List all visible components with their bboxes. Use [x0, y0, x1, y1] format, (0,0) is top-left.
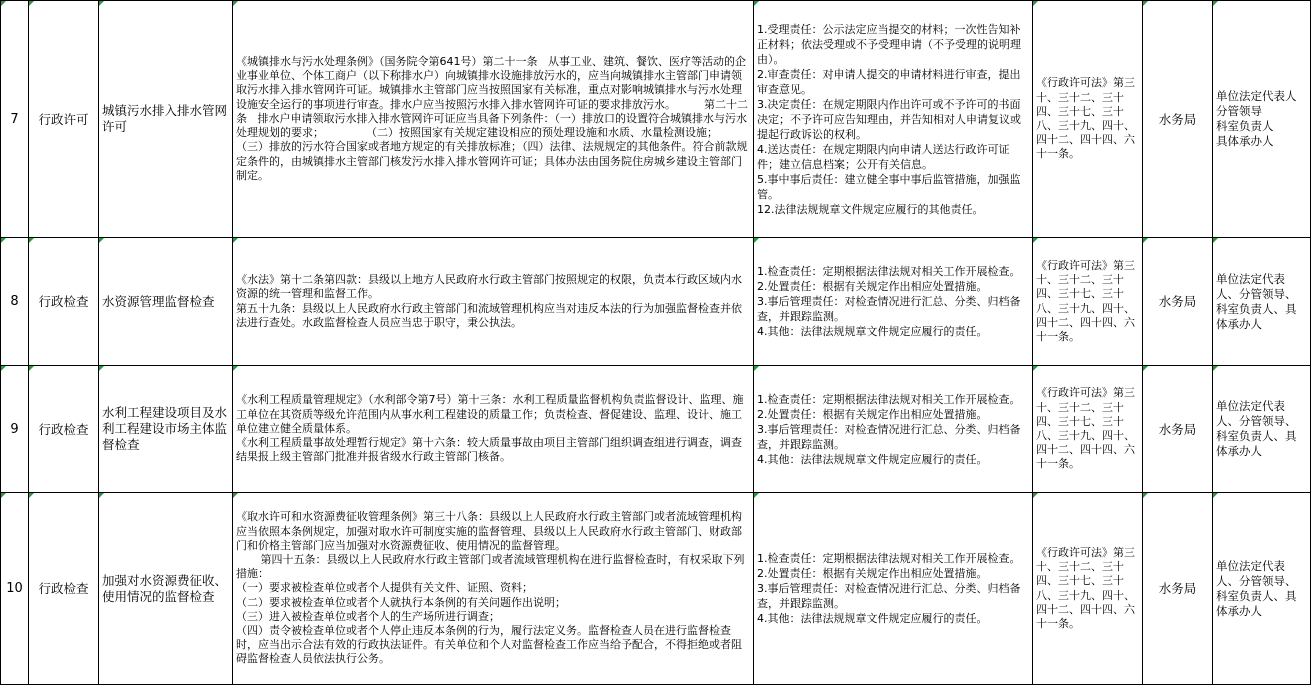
department-cell[interactable]: 水务局: [1143, 366, 1213, 493]
cell-line: 4.送达责任：在规定期限内向申请人送达行政许可证件；建立信息档案；公开有关信息。: [757, 142, 1010, 171]
cell-line: 单位法定代表人、分管领导、科室负责人、具体承办人: [1216, 271, 1297, 331]
cell-line: 《水利工程质量管理规定》（水利部令第7号）第十三条：水利工程质量监督机构负责监督设计、监理、施工单位在其资质等级允许范围内从事水利工程建设的质量工作；负责检查、督促建设、监理、设计、施工单位建立健全质量体系。: [236, 393, 744, 435]
cell-line: 单位法定代表人: [1216, 89, 1297, 103]
item-name-cell[interactable]: 加强对水资源费征收、使用情况的监督检查: [99, 493, 233, 685]
item-type-cell[interactable]: 行政检查: [29, 366, 99, 493]
cell-line: 1.受理责任：公示法定应当提交的材料；一次性告知补正材料；依法受理或不予受理申请（不予受理的说明理由）。: [757, 22, 1021, 66]
cell-line: 《取水许可和水资源费征收管理条例》第三十八条：县级以上人民政府水行政主管部门或者流域管理机构应当依照本条例规定，加强对取水许可制度实施的监督管理、县级以上人民政府水行政主管部门、财政部门和价格主管部门应当加强对水资源费征收、使用情况的监督管理。: [236, 510, 742, 552]
cell-line: 1.检查责任：定期根据法律法规对相关工作开展检查。: [757, 552, 1021, 565]
cell-line: 1.检查责任：定期根据法律法规对相关工作开展检查。: [757, 392, 1021, 406]
department-cell[interactable]: 水务局: [1143, 1, 1213, 238]
cell-line: 2.处置责任：根据有关规定作出相应处置措施。: [757, 407, 988, 421]
row-number-cell[interactable]: 9: [1, 366, 29, 493]
table-row[interactable]: [1, 493, 1311, 685]
responsibility-cell[interactable]: [754, 1, 1033, 238]
table-body: [1, 1, 1311, 685]
item-type-cell[interactable]: 行政检查: [29, 238, 99, 366]
responsible-person-cell[interactable]: [1213, 366, 1311, 493]
cell-line: 4.其他：法律法规规章文件规定应履行的责任。: [757, 452, 988, 466]
item-name-cell[interactable]: 水利工程建设项目及水利工程建设市场主体监督检查: [99, 366, 233, 493]
cell-line: 具体承办人: [1216, 134, 1274, 148]
row-number-cell[interactable]: 7: [1, 1, 29, 238]
cell-line: 2.处置责任：根据有关规定作出相应处置措施。: [757, 280, 988, 293]
item-name-cell[interactable]: 水资源管理监督检查: [99, 238, 233, 366]
cell-line: （四）责令被检查单位或者个人停止违反本条例的行为，履行法定义务。监督检查人员在进行监督检查时，应当出示合法有效的行政执法证件。有关单位和个人对监督检查工作应当给予配合，不得拒绝或者阻碍监督检查人员依法执行公务。: [236, 624, 742, 666]
cell-line: （三）进入被检查单位或者个人的生产场所进行调查；: [236, 609, 500, 623]
cell-line: 《水利工程质量事故处理暂行规定》第十六条：较大质量事故由项目主管部门组织调查组进行调查，调查结果报上级主管部门批准并报省级水行政主管部门核备。: [236, 436, 742, 464]
cell-line: 3.事后管理责任：对检查情况进行汇总、分类、归档备查，并跟踪监测。: [757, 422, 1021, 451]
law-reference-cell[interactable]: 《行政许可法》第三十、三十二、三十四、三十七、三十八、三十九、四十、四十二、四十四、六十一条。: [1033, 238, 1143, 366]
responsible-person-cell[interactable]: [1213, 238, 1311, 366]
cell-line: 12.法律法规规章文件规定应履行的其他责任。: [757, 202, 984, 216]
cell-line: 《水法》第十二条第四款：县级以上地方人民政府水行政主管部门按照规定的权限，负责本行政区域内水资源的统一管理和监督工作。: [236, 273, 742, 301]
cell-line: 分管领导: [1216, 104, 1262, 118]
table-row[interactable]: [1, 238, 1311, 366]
cell-line: 1.检查责任：定期根据法律法规对相关工作开展检查。: [757, 265, 1021, 278]
cell-line: 科室负责人: [1216, 119, 1274, 133]
cell-line: 5.事中事后责任：建立健全事中事后监管措施，加强监管。: [757, 172, 1021, 201]
cell-line: 3.事后管理责任：对检查情况进行汇总、分类、归档备查，并跟踪监测。: [757, 582, 1021, 610]
responsible-person-cell[interactable]: [1213, 1, 1311, 238]
row-number-cell[interactable]: 8: [1, 238, 29, 366]
item-type-cell[interactable]: 行政检查: [29, 493, 99, 685]
legal-basis-cell[interactable]: [233, 366, 754, 493]
department-cell[interactable]: 水务局: [1143, 238, 1213, 366]
law-reference-cell[interactable]: 《行政许可法》第三十、三十二、三十四、三十七、三十八、三十九、四十、四十二、四十四、六十一条。: [1033, 366, 1143, 493]
cell-line: 单位法定代表人、分管领导、科室负责人、具体承办人: [1216, 399, 1297, 458]
row-number-cell[interactable]: 10: [1, 493, 29, 685]
cell-line: 第五十九条：县级以上人民政府水行政主管部门和流域管理机构应当对违反本法的行为加强监督检查并依法进行查处。水政监督检查人员应当忠于职守，秉公执法。: [236, 301, 742, 329]
cell-line: 《城镇排水与污水处理条例》（国务院令第641号）第二十一条 从事工业、建筑、餐饮、医疗等活动的企业事业单位、个体工商户（以下称排水户）向城镇排水设施排放污水的，应当向城镇排水主管部门申请领取污水排入排水管网许可证。城镇排水主管部门应当按照国家有关标准，重点对影响城镇排水与污水处理设施安全运行的事项进行审查。排水户应当按照污水排入排水管网许可证的要求排放污水。 第二十二条 排水户申请领取污水排入排水管网许可证应当具备下列条件：（一）排放口的设置符合城镇排水与污水处理规划的要求； （二）按照国家有关规定建设相应的预处理设施和水质、水量检测设施； （三）排放的污水符合国家或者地方规定的有关排放标准；（四）法律、法规规定的其他条件。符合前款规定条件的，由城镇排水主管部门核发污水排入排水管网许可证；具体办法由国务院住房城乡建设主管部门制定。: [236, 55, 764, 182]
table-row[interactable]: [1, 1, 1311, 238]
cell-line: 单位法定代表人、分管领导、科室负责人、具体承办人: [1216, 558, 1297, 618]
cell-line: 4.其他：法律法规规章文件规定应履行的责任。: [757, 325, 988, 338]
responsibility-cell[interactable]: [754, 493, 1033, 685]
cell-line: 2.审查责任：对申请人提交的申请材料进行审查，提出审查意见。: [757, 67, 1021, 96]
law-reference-cell[interactable]: 《行政许可法》第三十、三十二、三十四、三十七、三十八、三十九、四十、四十二、四十四、六十一条。: [1033, 1, 1143, 238]
responsibility-cell[interactable]: [754, 366, 1033, 493]
item-type-cell[interactable]: 行政许可: [29, 1, 99, 238]
cell-line: 3.决定责任：在规定期限内作出许可或不予许可的书面决定；不予许可应告知理由，并告知相对人申请复议或提起行政诉讼的权利。: [757, 97, 1021, 141]
item-name-cell[interactable]: 城镇污水排入排水管网许可: [99, 1, 233, 238]
cell-line: （一）要求被检查单位或者个人提供有关文件、证照、资料；: [236, 581, 533, 595]
law-reference-cell[interactable]: 《行政许可法》第三十、三十二、三十四、三十七、三十八、三十九、四十、四十二、四十四、六十一条。: [1033, 493, 1143, 685]
table-row[interactable]: [1, 366, 1311, 493]
department-cell[interactable]: 水务局: [1143, 493, 1213, 685]
legal-basis-cell[interactable]: [233, 1, 764, 238]
cell-line: 4.其他：法律法规规章文件规定应履行的责任。: [757, 612, 988, 625]
responsible-person-cell[interactable]: [1213, 493, 1311, 685]
legal-basis-cell[interactable]: [233, 238, 754, 366]
cell-line: （二）要求被检查单位或者个人就执行本条例的有关问题作出说明；: [236, 595, 566, 609]
cell-line: 2.处置责任：根据有关规定作出相应处置措施。: [757, 567, 988, 580]
responsibility-cell[interactable]: [754, 238, 1033, 366]
legal-basis-cell[interactable]: [233, 493, 754, 685]
cell-line: 第四十五条：县级以上人民政府水行政主管部门或者流域管理机构在进行监督检查时，有权采取下列措施：: [236, 552, 745, 581]
cell-line: 3.事后管理责任：对检查情况进行汇总、分类、归档备查，并跟踪监测。: [757, 295, 1021, 323]
